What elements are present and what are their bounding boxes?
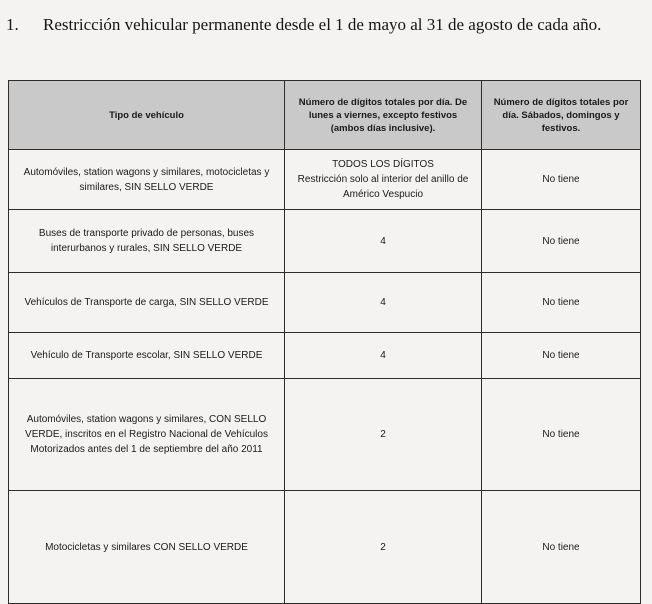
header-weekday-digits: Número de dígitos totales por día. De lunes a viernes, excepto festivos (ambos días inclusive). — [285, 81, 482, 150]
vehicle-type-cell: Motocicletas y similares CON SELLO VERDE — [9, 491, 285, 604]
table-row — [9, 150, 641, 210]
weekday-digits-note: Restricción solo al interior del anillo de Américo Vespucio — [297, 174, 469, 200]
weekend-digits-cell: No tiene — [482, 273, 641, 333]
restriction-table — [8, 80, 641, 604]
weekend-digits-cell: No tiene — [482, 379, 641, 491]
weekday-digits-cell: 4 — [285, 333, 482, 379]
header-weekend-digits: Número de dígitos totales por día. Sábados, domingos y festivos. — [482, 81, 641, 150]
table-row — [9, 210, 641, 273]
heading-text: Restricción vehicular permanente desde el 1 de mayo al 31 de agosto de cada año. — [43, 15, 602, 34]
vehicle-type-cell: Buses de transporte privado de personas, buses interurbanos y rurales, SIN SELLO VERDE — [9, 210, 285, 273]
table-row — [9, 379, 641, 491]
table-header-row — [9, 81, 641, 150]
weekday-digits-cell — [285, 150, 482, 210]
weekday-digits-cell: 2 — [285, 491, 482, 604]
vehicle-type-cell: Vehículo de Transporte escolar, SIN SELLO VERDE — [9, 333, 285, 379]
table-row — [9, 491, 641, 604]
weekend-digits-cell: No tiene — [482, 150, 641, 210]
weekday-digits-all: TODOS LOS DÍGITOS — [332, 159, 434, 170]
weekday-digits-cell: 4 — [285, 273, 482, 333]
weekday-digits-cell: 2 — [285, 379, 482, 491]
table-row — [9, 273, 641, 333]
vehicle-type-cell: Automóviles, station wagons y similares, motocicletas y similares, SIN SELLO VERDE — [9, 150, 285, 210]
table-row — [9, 333, 641, 379]
weekend-digits-cell: No tiene — [482, 210, 641, 273]
weekend-digits-cell: No tiene — [482, 491, 641, 604]
weekday-digits-cell: 4 — [285, 210, 482, 273]
heading-number: 1. — [6, 15, 19, 34]
vehicle-type-cell: Vehículos de Transporte de carga, SIN SELLO VERDE — [9, 273, 285, 333]
weekend-digits-cell: No tiene — [482, 333, 641, 379]
vehicle-type-cell: Automóviles, station wagons y similares, CON SELLO VERDE, inscritos en el Registro Nacional de Vehículos Motorizados antes del 1 de septiembre del año 2011 — [9, 379, 285, 491]
header-vehicle-type: Tipo de vehículo — [9, 81, 285, 150]
